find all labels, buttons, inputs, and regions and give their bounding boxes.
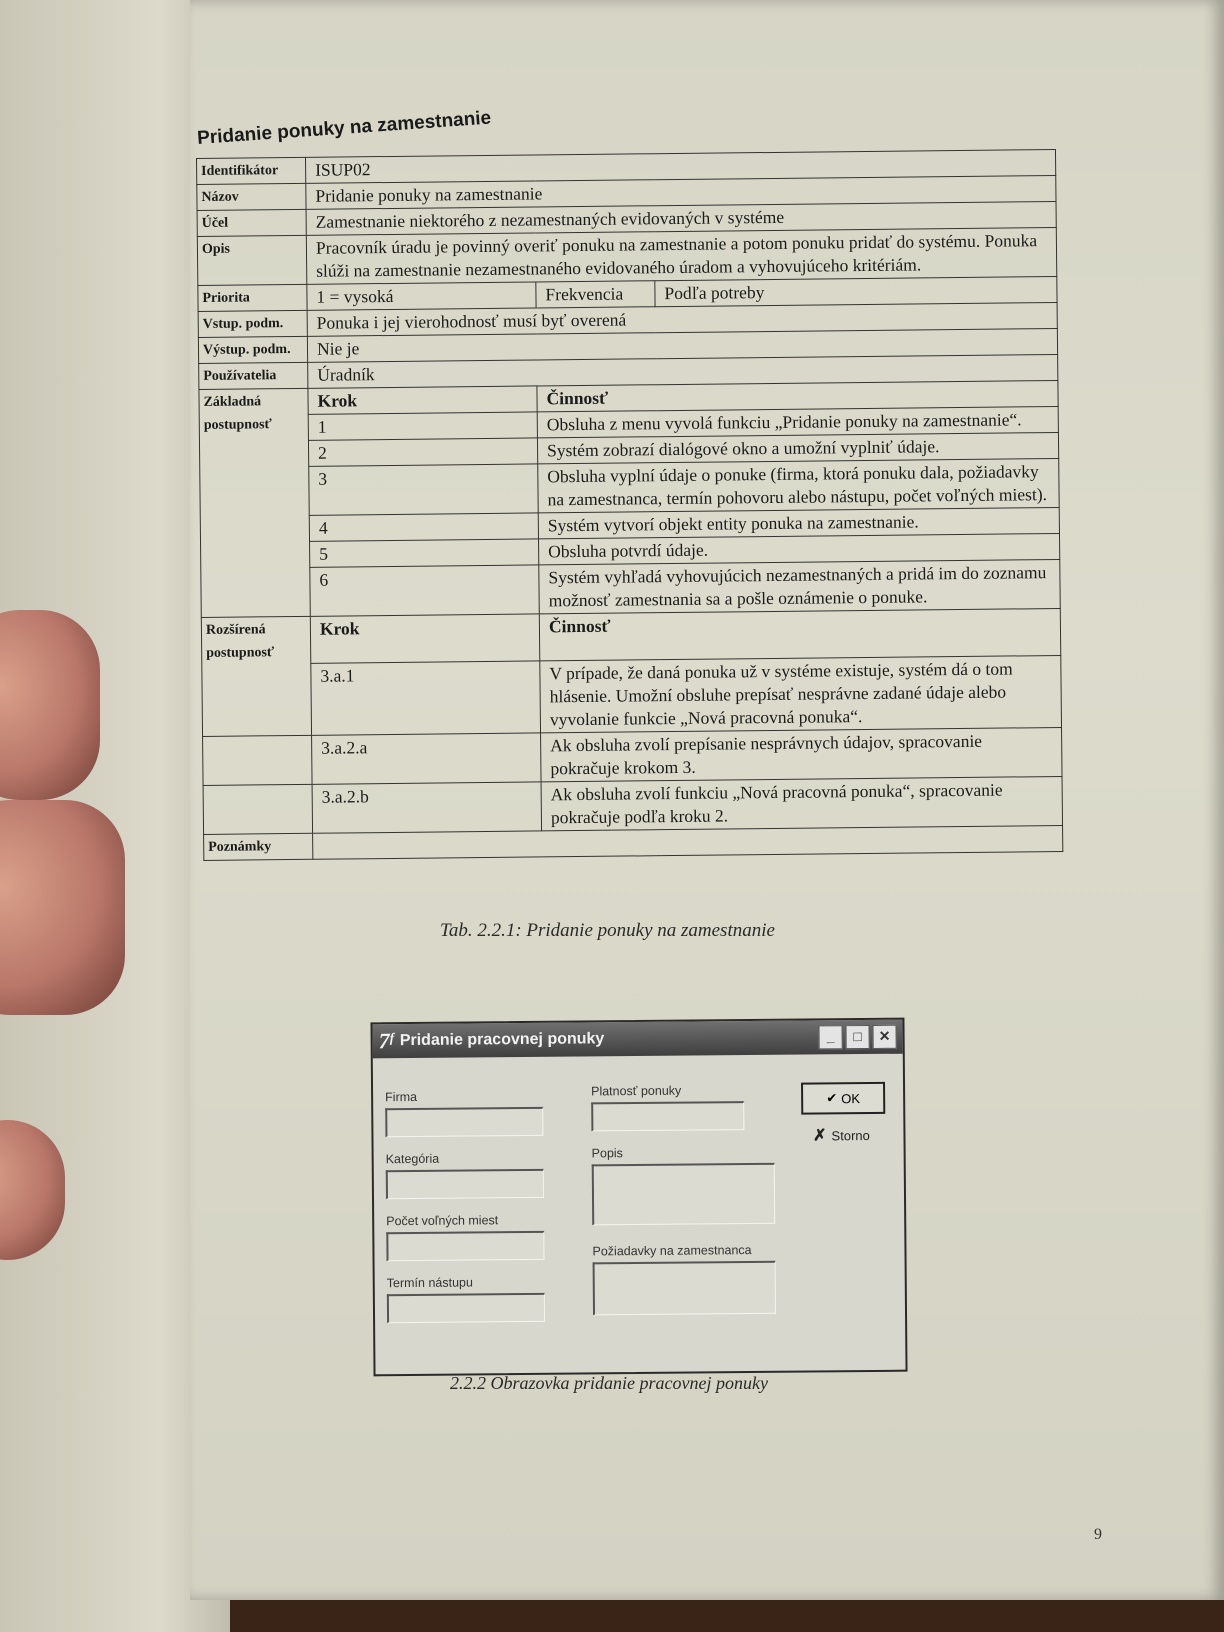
step-number: 3.a.2.a bbox=[312, 733, 542, 784]
poziadavky-label: Požiadavky na zamestnanca bbox=[592, 1243, 752, 1259]
empty-label bbox=[203, 735, 313, 785]
kategoria-input[interactable] bbox=[386, 1169, 544, 1199]
ok-label: OK bbox=[841, 1090, 861, 1106]
dialog-window bbox=[370, 1018, 907, 1377]
row-label: Názov bbox=[197, 183, 306, 210]
row-label: Identifikátor bbox=[197, 157, 306, 184]
page-number: 9 bbox=[1094, 1526, 1102, 1543]
step-text: Systém zobrazí dialógové okno a umožní vyplniť údaje. bbox=[537, 432, 1058, 463]
step-number: 3.a.2.b bbox=[312, 782, 542, 833]
row-value: Pridanie ponuky na zamestnanie bbox=[306, 175, 1056, 209]
priority-value: 1 = vysoká bbox=[307, 282, 536, 310]
row-label: Priorita bbox=[198, 284, 307, 311]
row-label: Výstup. podm. bbox=[198, 336, 307, 363]
step-text: Systém vyhľadá vyhovujúcich nezamestnaných a pridá im do zoznamu možnosť zamestnania sa a pošle oznámenie o ponuke. bbox=[539, 559, 1060, 613]
step-text: Systém vytvorí objekt entity ponuka na zamestnanie. bbox=[538, 507, 1059, 538]
step-header: Krok bbox=[308, 386, 537, 414]
pocet-label: Počet voľných miest bbox=[386, 1213, 499, 1229]
step-text: Obsluha vyplní údaje o ponuke (firma, ktorá ponuku dala, požiadavky na zamestnanca, termín pohovoru alebo nástupu, počet voľných miest). bbox=[538, 458, 1059, 512]
firma-label: Firma bbox=[385, 1089, 418, 1105]
kategoria-label: Kategória bbox=[385, 1151, 440, 1167]
row-label: Opis bbox=[197, 235, 307, 285]
step-number: 3 bbox=[309, 464, 539, 515]
row-value: Zamestnanie niektorého z nezamestnaných evidovaných v systéme bbox=[306, 201, 1056, 235]
table-row bbox=[203, 727, 1062, 785]
row-label: Účel bbox=[197, 209, 306, 236]
step-number: 6 bbox=[310, 565, 540, 616]
use-case-heading: Pridanie ponuky na zamestnanie bbox=[196, 107, 492, 150]
step-header: Krok bbox=[310, 614, 539, 663]
close-icon[interactable]: ✕ bbox=[873, 1025, 897, 1049]
step-number: 2 bbox=[308, 438, 537, 466]
finger bbox=[0, 800, 125, 1015]
storno-button[interactable] bbox=[801, 1120, 881, 1151]
step-text: V prípade, že daná ponuka už v systéme existuje, systém dá o tom hlásenie. Umožní obsluhe prepísať nesprávne zadané údaje alebo vyvolanie funkcie „Nová pracovná ponuka“. bbox=[540, 655, 1062, 732]
poziadavky-textarea[interactable] bbox=[593, 1261, 776, 1316]
step-text: Obsluha z menu vyvolá funkciu „Pridanie ponuky na zamestnanie“. bbox=[537, 406, 1058, 437]
step-number: 5 bbox=[310, 539, 539, 567]
pocet-input[interactable] bbox=[386, 1231, 544, 1261]
frequency-label: Frekvencia bbox=[536, 281, 655, 308]
dialog-caption: 2.2.2 Obrazovka pridanie pracovnej ponuky bbox=[450, 1373, 768, 1393]
table-row bbox=[202, 655, 1062, 736]
termin-label: Termín nástupu bbox=[386, 1275, 473, 1291]
row-label: Používatelia bbox=[199, 362, 308, 389]
table-row bbox=[203, 776, 1062, 834]
step-number: 4 bbox=[309, 513, 538, 541]
row-value: Nie je bbox=[307, 328, 1057, 362]
row-label: Vstup. podm. bbox=[198, 310, 307, 337]
action-header: Činnosť bbox=[539, 608, 1060, 660]
maximize-icon[interactable]: □ bbox=[846, 1025, 870, 1049]
step-text: Ak obsluha zvolí prepísanie nesprávnych údajov, spracovanie pokračuje krokom 3. bbox=[541, 727, 1062, 781]
ok-button[interactable] bbox=[801, 1082, 885, 1115]
frequency-value: Podľa potreby bbox=[655, 276, 1057, 306]
popis-label: Popis bbox=[591, 1146, 623, 1161]
step-text: Ak obsluha zvolí funkciu „Nová pracovná ponuka“, spracovanie pokračuje podľa kroku 2. bbox=[541, 776, 1062, 830]
use-case-table bbox=[196, 149, 1063, 861]
row-label: Rozšírená postupnosť bbox=[201, 616, 311, 736]
platnost-input[interactable] bbox=[591, 1101, 744, 1131]
step-number: 1 bbox=[308, 412, 537, 440]
row-value: Úradník bbox=[308, 354, 1058, 388]
storno-label: Storno bbox=[831, 1127, 870, 1143]
empty-label bbox=[203, 784, 313, 834]
firma-input[interactable] bbox=[385, 1107, 543, 1137]
platnost-label: Platnosť ponuky bbox=[591, 1083, 682, 1099]
dialog-titlebar bbox=[372, 1020, 902, 1059]
minimize-icon[interactable]: _ bbox=[819, 1025, 843, 1049]
table-row bbox=[197, 227, 1056, 285]
finger bbox=[0, 610, 100, 800]
step-number: 3.a.1 bbox=[311, 661, 541, 735]
dialog-title: Pridanie pracovnej ponuky bbox=[399, 1030, 605, 1050]
termin-input[interactable] bbox=[387, 1293, 545, 1323]
app-icon: 7ᶠ bbox=[378, 1028, 394, 1054]
table-row bbox=[201, 559, 1060, 617]
check-icon: ✔ bbox=[826, 1090, 838, 1106]
table-row bbox=[200, 458, 1059, 516]
action-header: Činnosť bbox=[537, 380, 1058, 411]
row-value: Ponuka i jej vierohodnosť musí byť overená bbox=[307, 302, 1057, 336]
step-text: Obsluha potvrdí údaje. bbox=[539, 533, 1060, 564]
row-label: Poznámky bbox=[204, 833, 313, 860]
row-value: ISUP02 bbox=[305, 149, 1055, 183]
row-value: Pracovník úradu je povinný overiť ponuku na zamestnanie a potom ponuku pridať do systému. Ponuka slúži na zamestnanie nezamestnaného evidovaného úradom a vyhovujúceho kritériám. bbox=[306, 227, 1056, 284]
popis-textarea[interactable] bbox=[592, 1163, 776, 1226]
row-label: Základná postupnosť bbox=[199, 388, 310, 617]
table-caption: Tab. 2.2.1: Pridanie ponuky na zamestnanie bbox=[440, 920, 775, 941]
cross-icon: ✗ bbox=[813, 1127, 827, 1145]
